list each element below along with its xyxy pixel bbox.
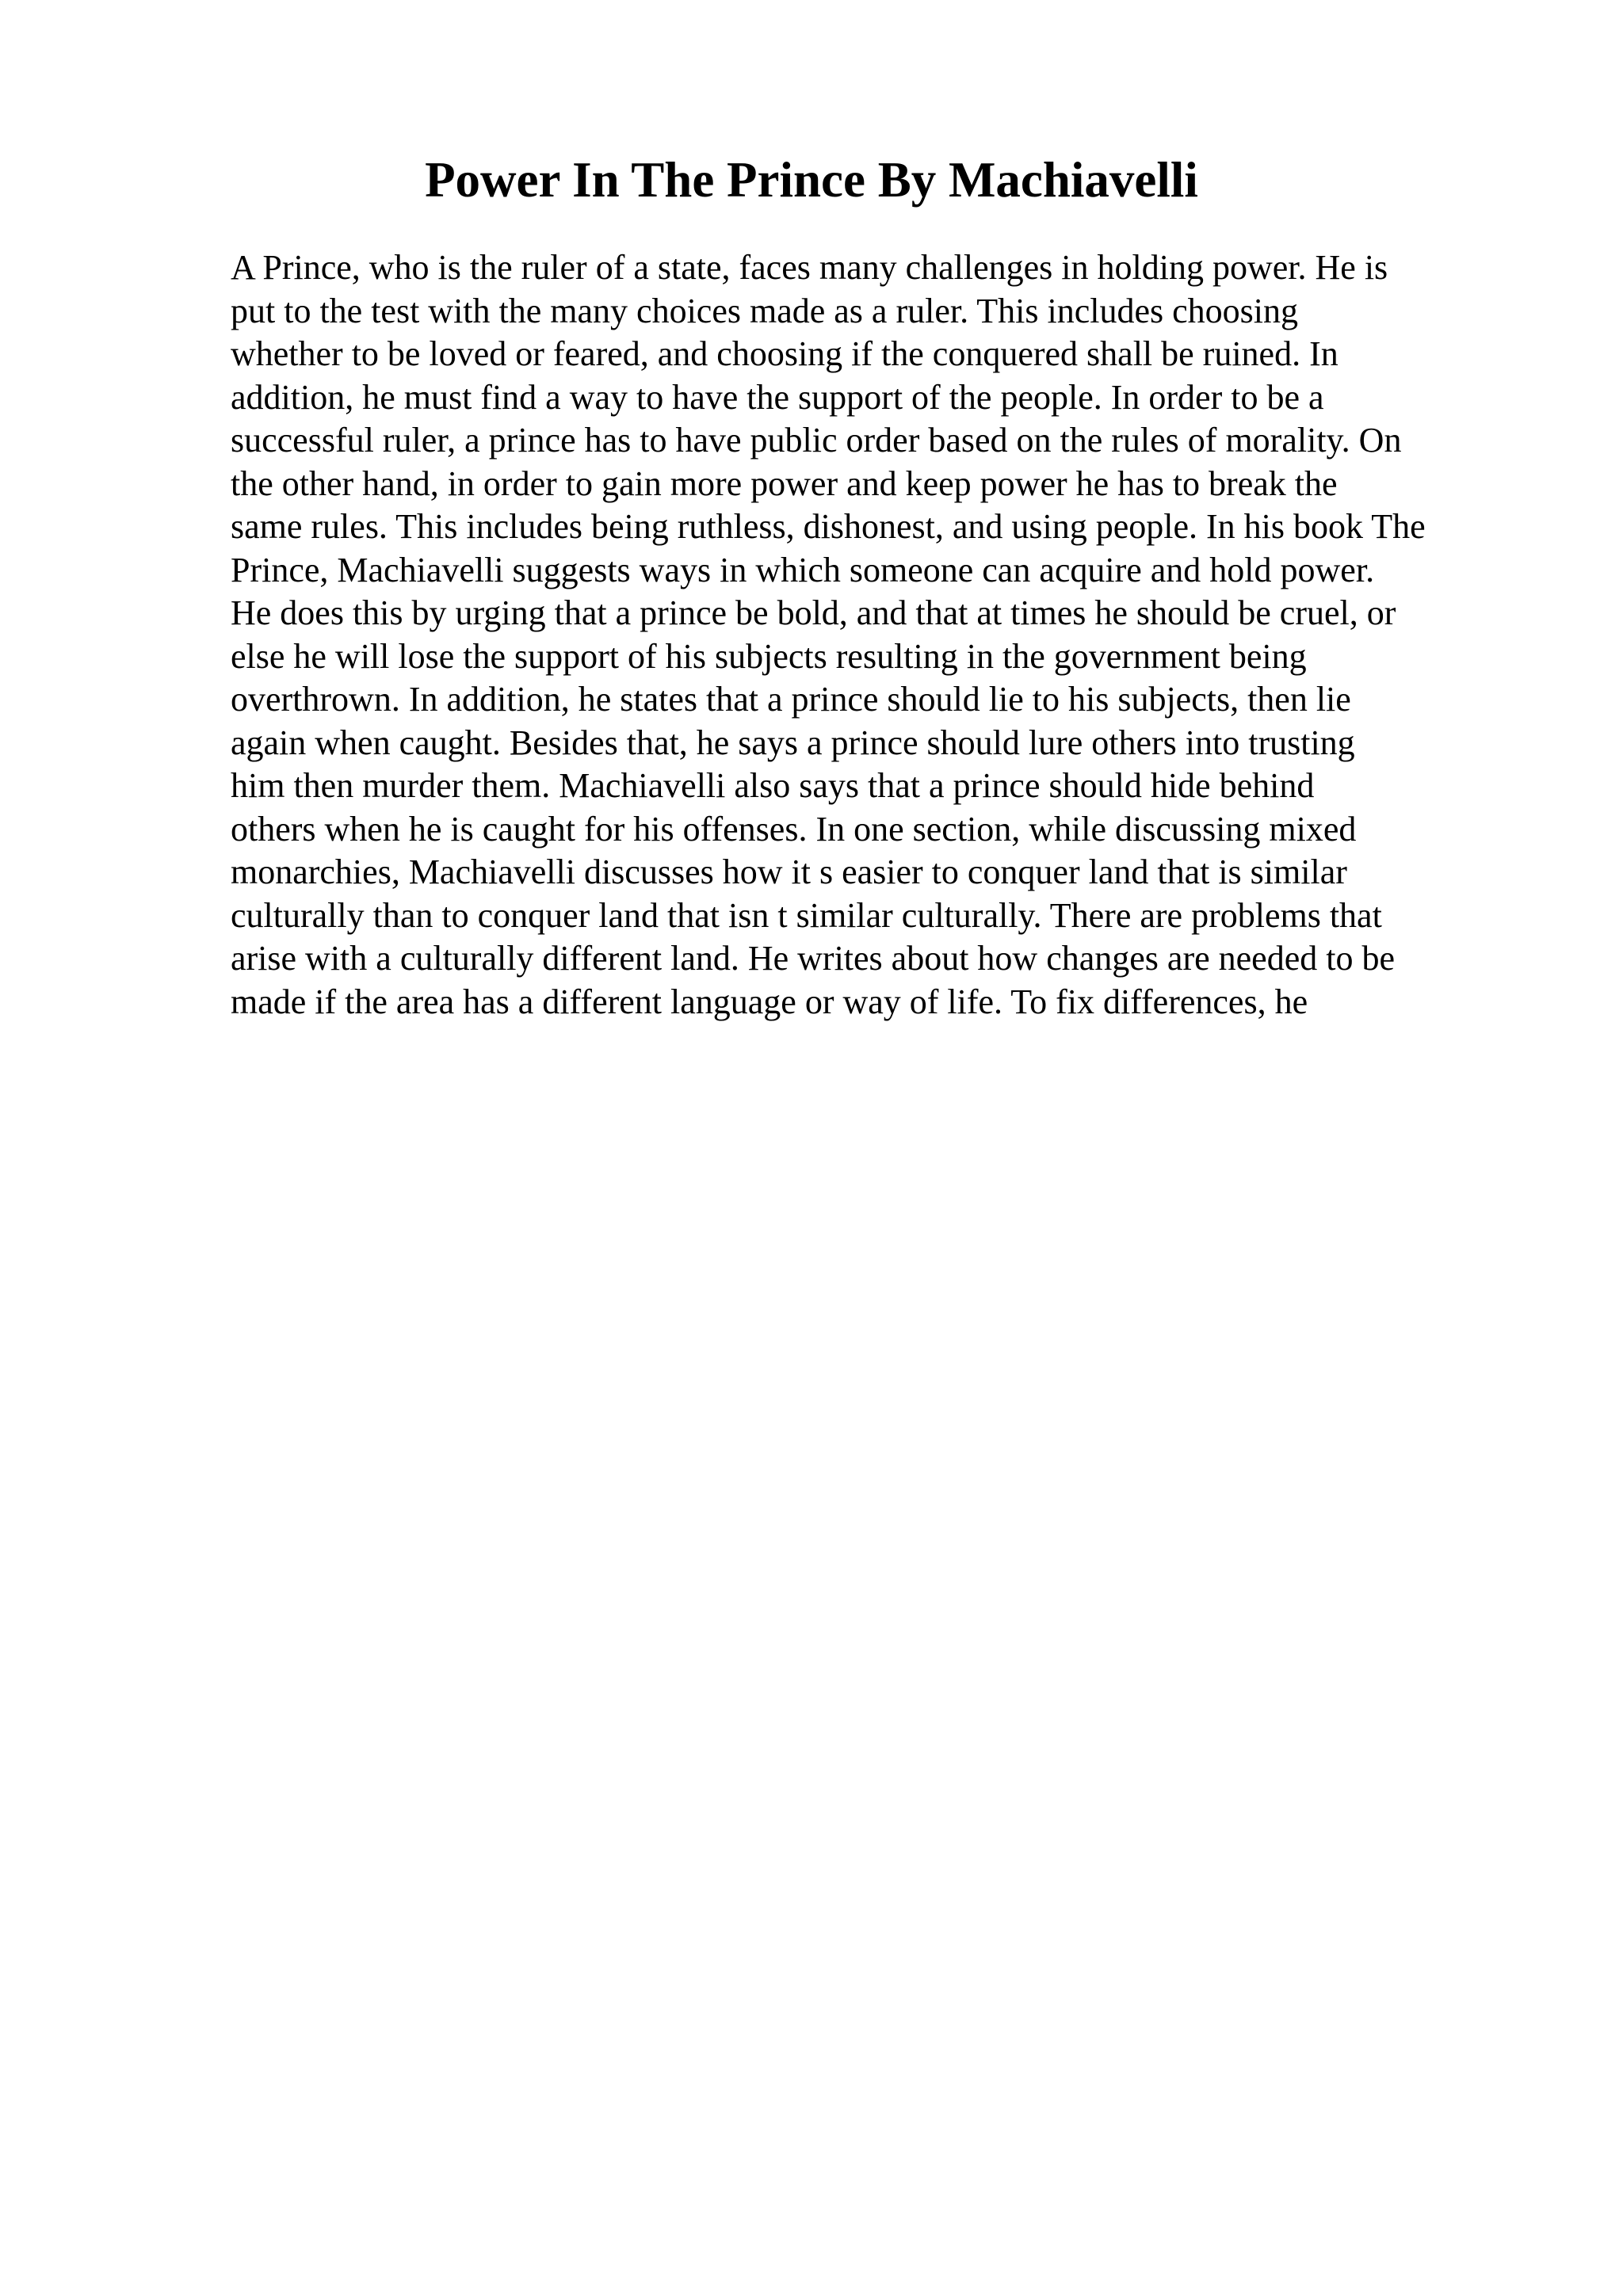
text-line: addition, he must find a way to have the support of the people. In order to be a — [231, 377, 1324, 417]
text-line: arise with a culturally different land. He writes about how changes are needed to be — [231, 939, 1395, 978]
text-line: him then murder them. Machiavelli also says that a prince should hide behind — [231, 766, 1315, 805]
text-line: successful ruler, a prince has to have public order based on the rules of morality. On — [231, 421, 1402, 460]
text-line: same rules. This includes being ruthless, dishonest, and using people. In his book The — [231, 507, 1426, 546]
text-line: again when caught. Besides that, he says a prince should lure others into trusting — [231, 723, 1355, 762]
text-line: others when he is caught for his offenses. In one section, while discussing mixed — [231, 809, 1357, 849]
text-line: the other hand, in order to gain more power and keep power he has to break the — [231, 463, 1338, 503]
text-line: He does this by urging that a prince be bold, and that at times he should be cruel, or — [231, 593, 1396, 632]
text-line: else he will lose the support of his subjects resulting in the government being — [231, 636, 1307, 676]
text-line: made if the area has a different language or way of life. To fix differences, he — [231, 982, 1308, 1021]
body-paragraph — [231, 246, 1514, 1024]
text-line: overthrown. In addition, he states that a prince should lie to his subjects, then lie — [231, 680, 1351, 719]
text-line: put to the test with the many choices made as a ruler. This includes choosing — [231, 291, 1299, 330]
text-line: A Prince, who is the ruler of a state, faces many challenges in holding power. He is — [231, 248, 1388, 287]
document-title: Power In The Prince By Machiavelli — [425, 152, 1198, 208]
text-line: monarchies, Machiavelli discusses how it s easier to conquer land that is similar — [231, 852, 1347, 891]
text-line: Prince, Machiavelli suggests ways in which someone can acquire and hold power. — [231, 550, 1375, 589]
text-line: whether to be loved or feared, and choosing if the conquered shall be ruined. In — [231, 334, 1338, 373]
text-line: culturally than to conquer land that isn t similar culturally. There are problems that — [231, 895, 1382, 935]
